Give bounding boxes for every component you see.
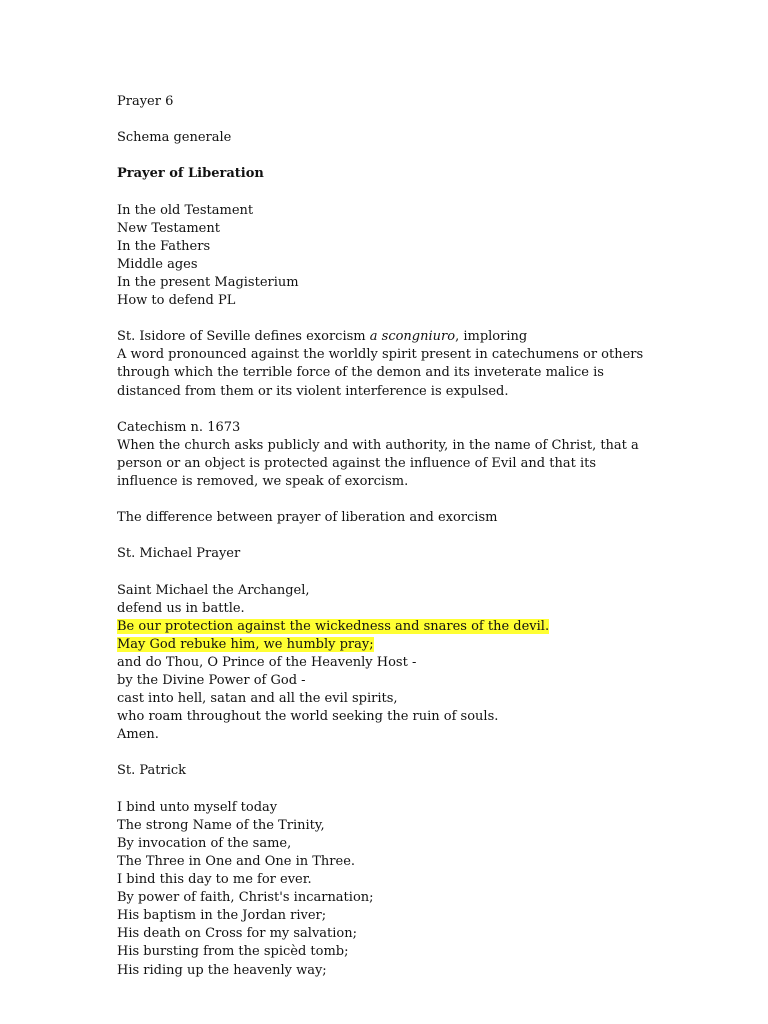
- michael-title: St. Michael Prayer: [117, 546, 241, 562]
- outline-item: In the old Testament: [117, 202, 254, 218]
- spacer: [117, 781, 728, 799]
- document-title: Prayer of Liberation: [117, 166, 264, 182]
- spacer: [117, 491, 728, 509]
- prayer-line: The strong Name of the Trinity,: [117, 817, 325, 833]
- catechism-paragraph: [117, 419, 728, 491]
- spacer: [117, 310, 728, 328]
- isidore-intro-text: St. Isidore of Seville defines exorcism: [117, 329, 370, 345]
- highlight-mark: Be our protection against the wickedness and snares of the devil.: [117, 618, 550, 634]
- spacer: [117, 527, 728, 545]
- highlighted-line: [117, 618, 728, 636]
- isidore-italic-term: a scongniuro: [369, 329, 456, 345]
- outline-item: In the Fathers: [117, 238, 211, 254]
- highlighted-line: [117, 636, 728, 654]
- prayer-line: I bind unto myself today: [117, 799, 278, 815]
- isidore-line: A word pronounced against the worldly spirit present in catechumens or others: [117, 347, 644, 363]
- outline-item: New Testament: [117, 220, 220, 236]
- prayer-line: and do Thou, O Prince of the Heavenly Host -: [117, 654, 417, 670]
- spacer: [117, 147, 728, 165]
- prayer-number: Prayer 6: [117, 94, 174, 109]
- catechism-ref: Catechism n. 1673: [117, 419, 241, 435]
- prayer-line: His death on Cross for my salvation;: [117, 926, 358, 942]
- catechism-line: When the church asks publicly and with authority, in the name of Christ, that a: [117, 437, 639, 453]
- catechism-line: person or an object is protected against the influence of Evil and that its: [117, 455, 597, 471]
- prayer-line: who roam throughout the world seeking the ruin of souls.: [117, 709, 499, 725]
- outline-item: Middle ages: [117, 256, 198, 272]
- patrick-prayer: [117, 799, 728, 980]
- spacer: [117, 563, 728, 581]
- schema-label: Schema generale: [117, 130, 232, 146]
- spacer: [117, 183, 728, 201]
- outline-item: How to defend PL: [117, 293, 236, 309]
- spacer: [117, 111, 728, 129]
- prayer-line: Amen.: [117, 727, 159, 743]
- prayer-line: His riding up the heavenly way;: [117, 962, 327, 978]
- outline-list: [117, 202, 728, 311]
- isidore-intro: [117, 328, 728, 346]
- outline-item: In the present Magisterium: [117, 274, 299, 290]
- isidore-line: through which the terrible force of the demon and its inveterate malice is: [117, 365, 604, 381]
- isidore-intro-tail: , imploring: [455, 329, 528, 345]
- difference-heading: The difference between prayer of liberation and exorcism: [117, 510, 498, 526]
- isidore-paragraph: [117, 328, 728, 400]
- prayer-line: His bursting from the spicèd tomb;: [117, 944, 349, 960]
- patrick-title: St. Patrick: [117, 763, 187, 779]
- spacer: [117, 744, 728, 762]
- michael-prayer: [117, 582, 728, 745]
- prayer-line: The Three in One and One in Three.: [117, 853, 356, 869]
- prayer-line: by the Divine Power of God -: [117, 673, 306, 688]
- prayer-line: By invocation of the same,: [117, 835, 292, 851]
- highlight-mark: May God rebuke him, we humbly pray;: [117, 636, 374, 652]
- catechism-line: influence is removed, we speak of exorcism.: [117, 473, 409, 489]
- prayer-line: cast into hell, satan and all the evil spirits,: [117, 691, 398, 707]
- prayer-line: Saint Michael the Archangel,: [117, 582, 310, 598]
- prayer-line: defend us in battle.: [117, 600, 245, 616]
- spacer: [117, 401, 728, 419]
- prayer-line: His baptism in the Jordan river;: [117, 908, 327, 924]
- isidore-line: distanced from them or its violent interference is expulsed.: [117, 383, 509, 399]
- prayer-line: By power of faith, Christ's incarnation;: [117, 890, 374, 906]
- prayer-line: I bind this day to me for ever.: [117, 872, 312, 888]
